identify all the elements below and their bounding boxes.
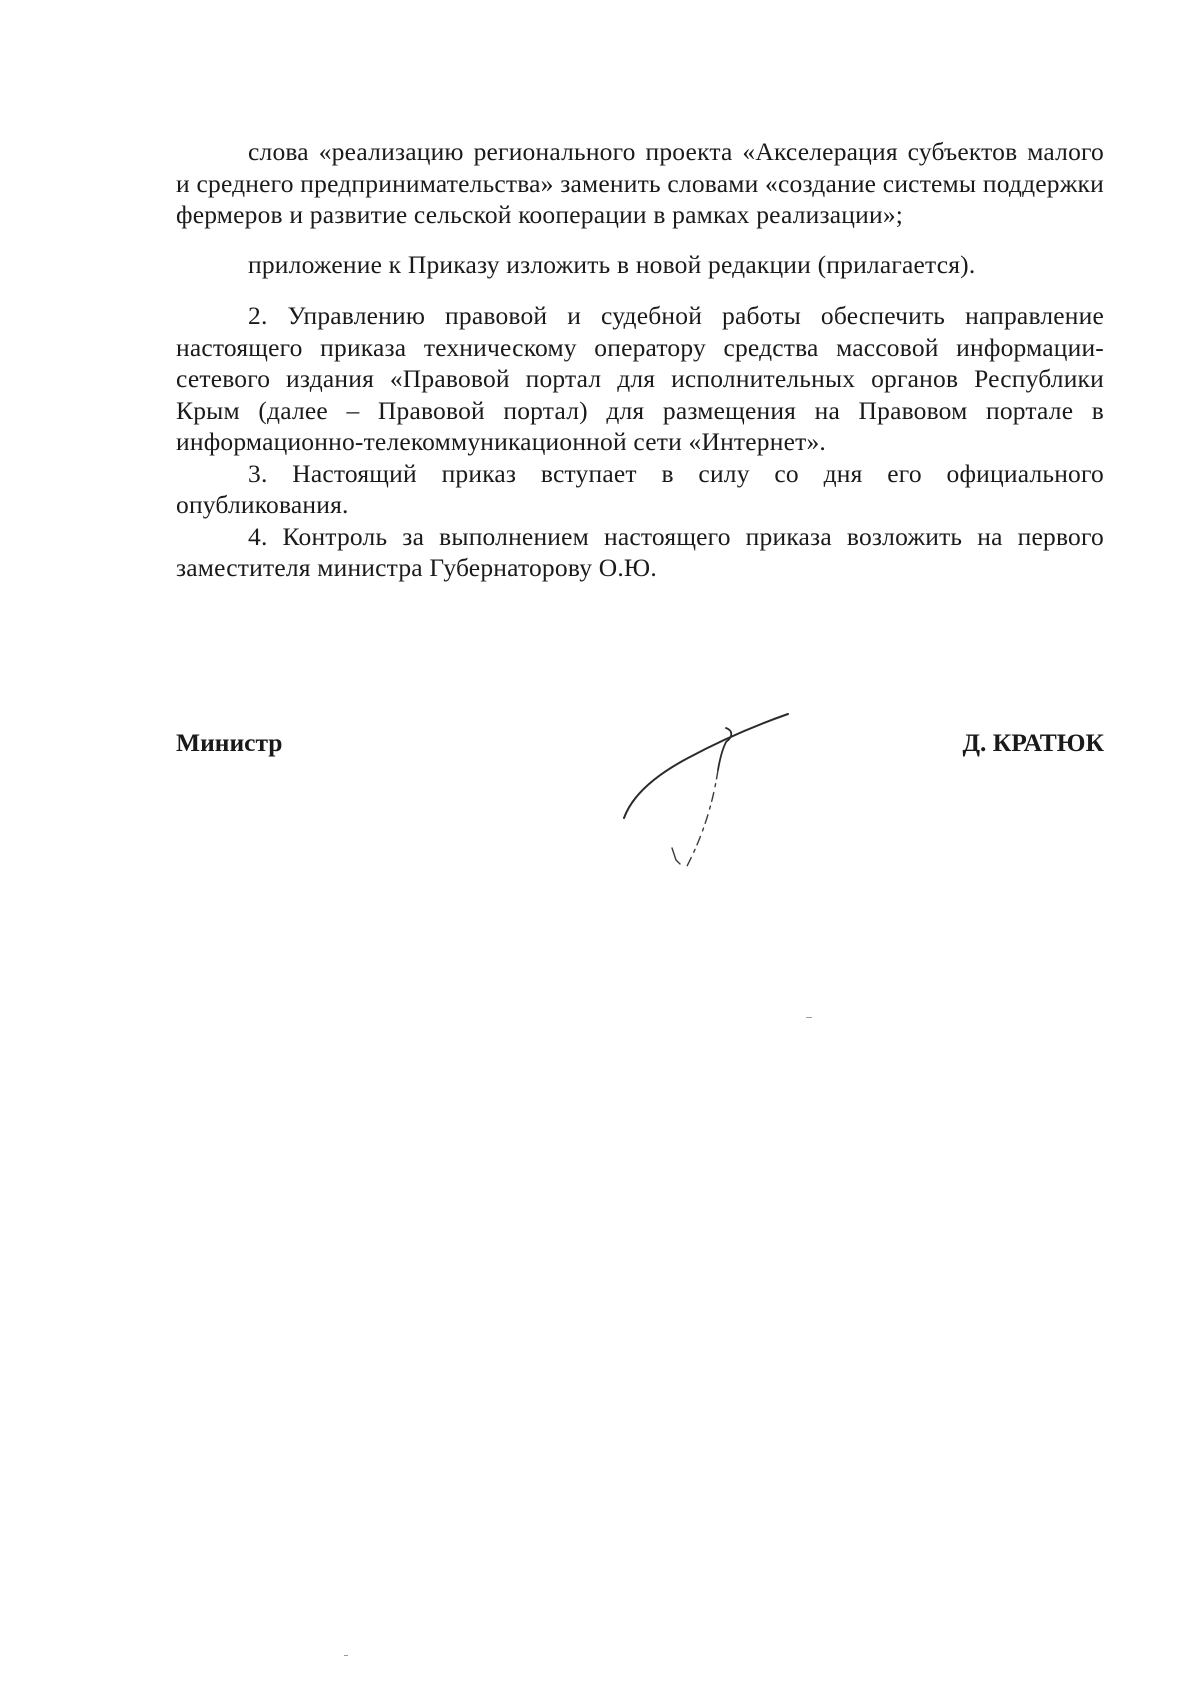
paragraph-item-4: 4. Контроль за выполнением настоящего приказа возложить на первого заместителя министра Губернаторову О.Ю. [176,521,1104,582]
handwritten-signature [610,700,800,880]
signatory-name: Д. КРАТЮК [962,728,1104,757]
paragraph-item-3: 3. Настоящий приказ вступает в силу со дня его официального опубликования. [176,458,1104,519]
signature-stroke-main [624,714,788,818]
document-body [176,136,1104,584]
paragraph-appendix: приложение к Приказу изложить в новой редакции (прилагается). [248,249,976,279]
scan-speck [344,1655,348,1656]
signature-stroke-hook [718,728,731,770]
signature-stroke-tail [686,770,718,868]
signature-stroke-v [672,848,680,864]
scan-speck [806,1017,812,1018]
paragraph-amendment-words: слова «реализацию регионального проекта «Акселерация субъектов малого и среднего предпринимательства» заменить словами «создание системы поддержки фермеров и развитие сельской кооперации в рамках реализации»; [176,137,1104,229]
signatory-position: Министр [176,728,283,757]
paragraph-item-2: 2. Управлению правовой и судебной работы обеспечить направление настоящего приказа техническому оператору средства массовой информации-сетевого издания «Правовой портал для исполнительных органов Республики Крым (далее – Правовой портал) для размещения на Правовом портале в информационно-телекоммуникационной сети «Интернет». [176,301,1104,456]
